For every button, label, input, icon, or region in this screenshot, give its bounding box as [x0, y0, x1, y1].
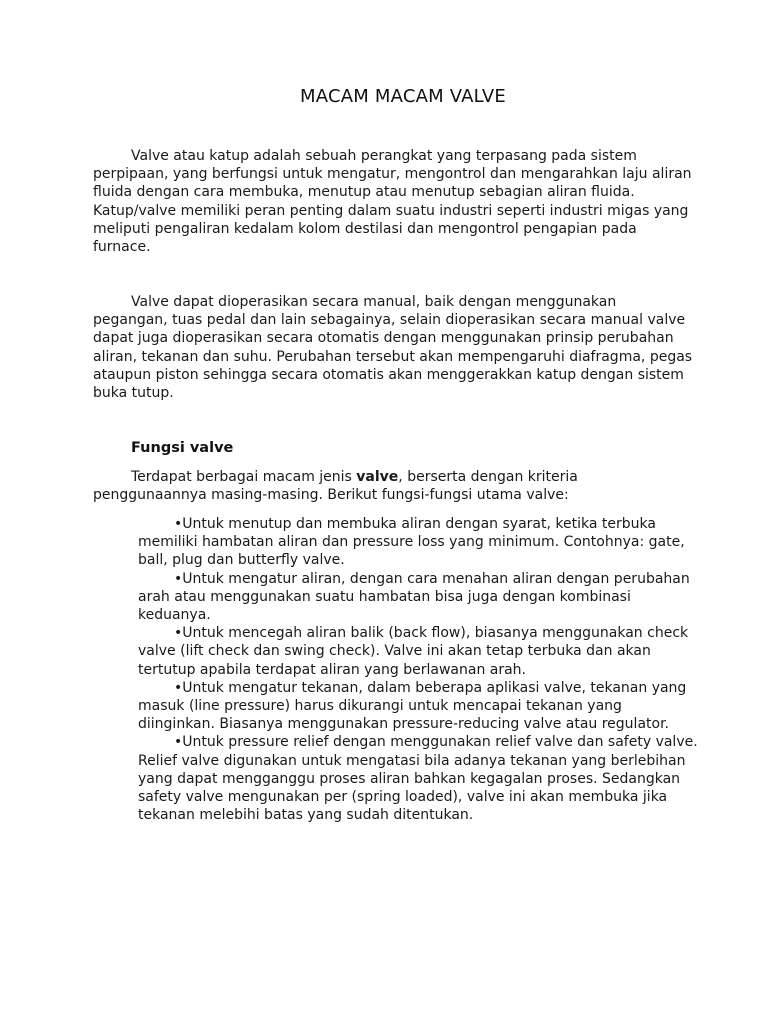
functions-intro-text-before: Terdapat berbagai macam jenis — [131, 469, 357, 485]
list-item — [138, 679, 698, 734]
functions-intro-bold: valve — [356, 469, 399, 485]
bullet-icon: • — [174, 625, 183, 642]
section-heading: Fungsi valve — [131, 440, 234, 456]
list-item-text: Untuk mengatur aliran, dengan cara menahan aliran dengan perubahan arah atau menggunakan suatu hambatan bisa juga dengan kombinasi keduanya. — [138, 570, 690, 624]
functions-list — [138, 515, 698, 824]
list-item — [138, 624, 698, 679]
list-item-text: Untuk mengatur tekanan, dalam beberapa aplikasi valve, tekanan yang masuk (line pressure) harus dikurangi untuk mencapai tekanan yang diinginkan. Biasanya menggunakan pressure-reducing valve atau regulator. — [138, 679, 687, 733]
functions-intro-paragraph — [93, 468, 693, 504]
list-item — [138, 733, 698, 824]
bullet-icon: • — [174, 570, 183, 587]
functions-intro-text-after: , berserta dengan kriteria penggunaannya masing-masing. Berikut fungsi-fungsi utama valve: — [93, 469, 578, 504]
page-title: MACAM MACAM VALVE — [300, 86, 506, 107]
bullet-icon: • — [174, 679, 183, 696]
bullet-icon: • — [174, 734, 183, 751]
list-item — [138, 515, 698, 570]
list-item-text: Untuk mencegah aliran balik (back flow), biasanya menggunakan check valve (lift check dan swing check). Valve ini akan tetap terbuka dan akan tertutup apabila terdapat aliran yang berlawanan arah. — [138, 625, 689, 678]
intro-paragraph: Valve atau katup adalah sebuah perangkat yang terpasang pada sistem perpipaan, yang berfungsi untuk mengatur, mengontrol dan mengarahkan laju aliran fluida dengan cara membuka, menutup atau menutup sebagian aliran fluida. Katup/valve memiliki peran penting dalam suatu industri seperti industri migas yang meliputi pengaliran kedalam kolom destilasi dan mengontrol pengapian pada furnace. — [93, 148, 692, 256]
operation-paragraph: Valve dapat dioperasikan secara manual, baik dengan menggunakan pegangan, tuas pedal dan lain sebagainya, selain dioperasikan secara manual valve dapat juga dioperasikan secara otomatis dengan menggunakan prinsip perubahan aliran, tekanan dan suhu. Perubahan tersebut akan mempengaruhi diafragma, pegas ataupun piston sehingga secara otomatis akan menggerakkan katup dengan sistem buka tutup. — [93, 294, 693, 402]
list-item-text: Untuk pressure relief dengan menggunakan relief valve dan safety valve. Relief valve digunakan untuk mengatasi bila adanya tekanan yang berlebihan yang dapat mengganggu proses aliran bahkan kegagalan proses. Sedangkan safety valve mengunakan per (spring loaded), valve ini akan membuka jika tekanan melebihi batas yang sudah ditentukan. — [138, 734, 698, 824]
list-item-text: Untuk menutup dan membuka aliran dengan syarat, ketika terbuka memiliki hambatan aliran dan pressure loss yang minimum. Contohnya: gate, ball, plug dan butterfly valve. — [138, 516, 685, 569]
list-item — [138, 570, 698, 625]
bullet-icon: • — [174, 516, 183, 532]
